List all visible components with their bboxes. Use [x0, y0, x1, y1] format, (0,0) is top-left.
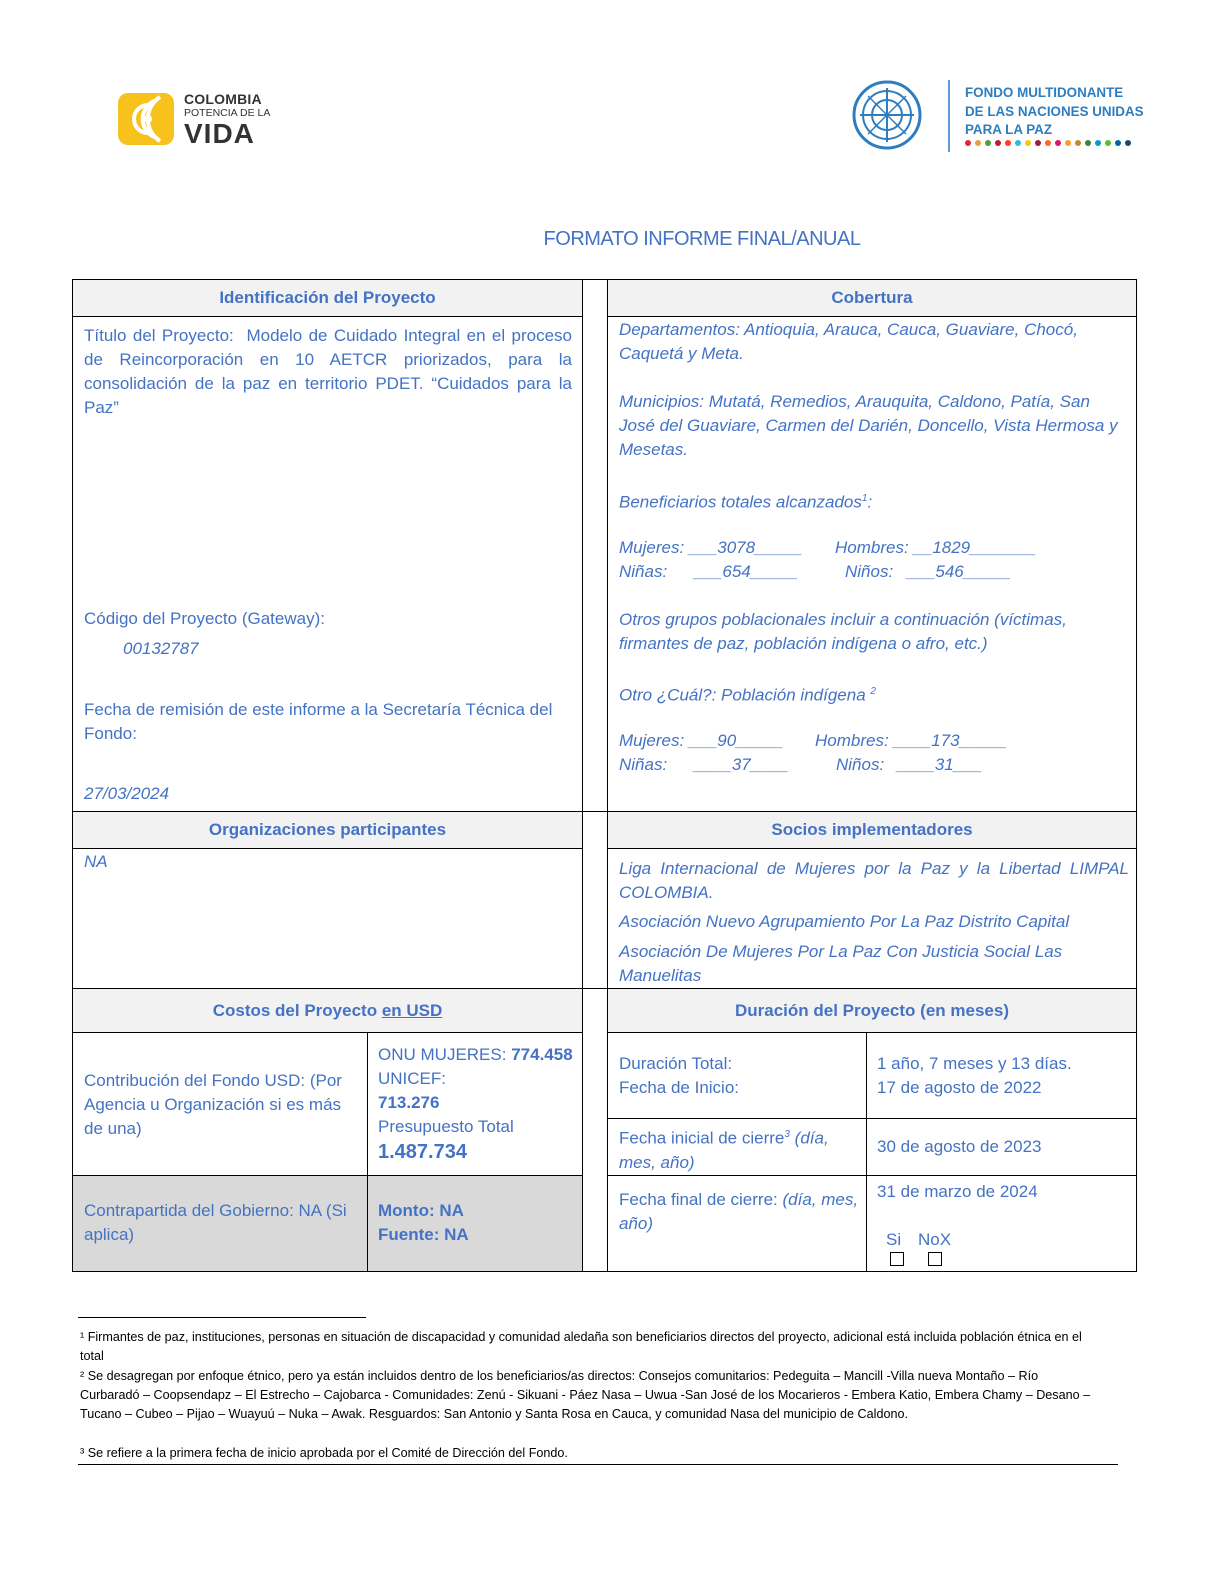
- organizaciones-value: NA: [84, 852, 108, 871]
- spacer-column: [582, 988, 608, 1272]
- ninos-indigena: ____31___: [897, 755, 983, 774]
- otro-cual-label: Otro ¿Cuál?: Población indígena $^2$: [619, 685, 876, 705]
- organizaciones-header: Organizaciones participantes: [72, 811, 583, 849]
- cierre-final-label-cell: [607, 1175, 867, 1272]
- presupuesto-total-label: Presupuesto Total: [378, 1117, 514, 1136]
- cierre-final-label: Fecha final de cierre: (día, mes, año): [619, 1190, 859, 1233]
- project-title-value: Modelo de Cuidado Integral en el proceso de Reincorporación en 10 AETCR priorizados, para la consolidación de la paz en territorio PDET. “Cuidados para la Paz”: [84, 326, 572, 417]
- footnote-2: ² Se desagregan por enfoque étnico, pero ya están incluidos dentro de los beneficiarios/as directos: Consejos comunitarios: Pedeguita – Mancill -Villa nueva Montaño – Río Curbaradó – Coopsendapz – El Estrecho – Cajobarca - Comunidades: Zenú - Sikuani - Páez Nasa – Uwua -San José de los Mocarieros - Embera Katio, Embera Chamy – Desano – Tucano – Cubeo – Pijao – Wuayuú – Nuka – Awak. Resguardos: San Antonio y Santa Rosa en Cauca, y comunidad Nasa del municipio de Caldono.: [80, 1369, 1091, 1422]
- unicef-label: UNICEF:: [378, 1069, 446, 1088]
- contrapartida-label: Contrapartida del Gobierno: NA (Si aplica): [84, 1201, 347, 1244]
- mujeres-indigena: Mujeres: ___90_____: [619, 731, 784, 750]
- beneficiarios-label: Beneficiarios totales alcanzados$^1$:: [619, 492, 873, 512]
- sdg-dot: [1095, 140, 1101, 146]
- socio-item: Liga Internacional de Mujeres por la Paz y la Libertad LIMPAL COLOMBIA.: [619, 859, 1129, 902]
- hombres-total: Hombres: __1829_______: [835, 538, 1037, 557]
- sdg-color-dots: [965, 140, 1131, 146]
- colombia-logo: [118, 90, 278, 150]
- mptf-line-3: PARA LA PAZ: [965, 122, 1053, 137]
- no-label: NoX: [918, 1230, 952, 1249]
- onu-mujeres-line: ONU MUJERES: 774.458: [378, 1045, 573, 1064]
- sdg-dot: [1075, 140, 1081, 146]
- socios-body: [607, 848, 1137, 989]
- cierre-inicial-value: 30 de agosto de 2023: [877, 1137, 1042, 1156]
- ninas-indigena-label: Niñas:: [619, 755, 668, 774]
- departamentos-text: Departamentos: Antioquia, Arauca, Cauca, Guaviare, Chocó, Caquetá y Meta.: [619, 320, 1078, 363]
- sdg-dot: [965, 140, 971, 146]
- footnote-3: ³ Se refiere a la primera fecha de inicio aprobada por el Comité de Dirección del Fondo.: [80, 1446, 568, 1460]
- project-code-value: 00132787: [123, 639, 199, 658]
- cierre-inicial-label-cell: [607, 1118, 867, 1176]
- footnote-1: ¹ Firmantes de paz, instituciones, personas en situación de discapacidad y comunidad aledaña son beneficiarios directos del proyecto, adicional está incluida población étnica en el total: [80, 1330, 1082, 1364]
- spacer-column: [582, 811, 608, 989]
- sdg-dot: [1045, 140, 1051, 146]
- bottom-rule: [78, 1464, 1118, 1465]
- unicef-amount: 713.276: [378, 1093, 440, 1112]
- sdg-dot: [1085, 140, 1091, 146]
- duracion-total-value: 1 año, 7 meses y 13 días.: [877, 1054, 1072, 1073]
- duracion-total-label: Duración Total:: [619, 1054, 733, 1073]
- sdg-dot: [1115, 140, 1121, 146]
- report-date-label: Fecha de remisión de este informe a la Secretaría Técnica del Fondo:: [84, 700, 553, 743]
- logo-line-colombia: COLOMBIA: [184, 91, 262, 107]
- duracion-labels-cell: [607, 1032, 867, 1119]
- ninas-total: ___654_____: [694, 562, 799, 581]
- otros-grupos-text: Otros grupos poblacionales incluir a continuación (víctimas, firmantes de paz, población indígena o afro, etc.): [619, 610, 1067, 653]
- sdg-dot: [1055, 140, 1061, 146]
- costos-header-currency: en USD: [381, 1000, 443, 1020]
- contribucion-label: Contribución del Fondo USD: (Por Agencia u Organización si es más de una): [84, 1071, 342, 1138]
- sdg-dot: [975, 140, 981, 146]
- project-code-label: Código del Proyecto (Gateway):: [84, 609, 325, 628]
- sdg-dot: [1105, 140, 1111, 146]
- fecha-inicio-label: Fecha de Inicio:: [619, 1078, 740, 1097]
- logo-line-vida: VIDA: [184, 117, 255, 149]
- ninos-label: Niños:: [845, 562, 894, 581]
- cierre-final-value-cell: [866, 1175, 1137, 1272]
- colombia-logo-mark: [118, 93, 174, 145]
- document-title: FORMATO INFORME FINAL/ANUAL: [543, 228, 861, 250]
- sdg-dot: [1005, 140, 1011, 146]
- sdg-dot: [1035, 140, 1041, 146]
- contrapartida-values-cell: [367, 1175, 583, 1272]
- organizaciones-body: [72, 848, 583, 989]
- socios-header: Socios implementadores: [607, 811, 1137, 849]
- logo-line-potencia: POTENCIA DE LA: [184, 107, 271, 119]
- hombres-indigena: Hombres: ____173_____: [815, 731, 1007, 750]
- ninas-indigena: ____37____: [694, 755, 789, 774]
- ninos-total: ___546_____: [907, 562, 1012, 581]
- cobertura-body: [607, 316, 1137, 812]
- cierre-final-value: 31 de marzo de 2024: [877, 1182, 1038, 1201]
- fecha-inicio-value: 17 de agosto de 2022: [877, 1078, 1042, 1097]
- cobertura-header: Cobertura: [607, 279, 1137, 317]
- sdg-dot: [995, 140, 1001, 146]
- project-title-label: Título del Proyecto:: [84, 326, 234, 345]
- cierre-inicial-label: Fecha inicial de cierre$^3$ (día, mes, año): [619, 1128, 829, 1172]
- si-checkbox[interactable]: [890, 1252, 904, 1266]
- contrapartida-label-cell: [72, 1175, 368, 1272]
- sdg-dot: [1015, 140, 1021, 146]
- spacer-column: [582, 279, 608, 812]
- si-label: Si: [886, 1230, 902, 1249]
- fuente-value: Fuente: NA: [378, 1225, 469, 1244]
- mptf-line-2: DE LAS NACIONES UNIDAS: [965, 103, 1144, 119]
- socio-item: Asociación De Mujeres Por La Paz Con Justicia Social Las Manuelitas: [619, 942, 1063, 985]
- socio-item: Asociación Nuevo Agrupamiento Por La Paz Distrito Capital: [619, 912, 1070, 931]
- report-date-value: 27/03/2024: [84, 784, 170, 803]
- duracion-header: Duración del Proyecto (en meses): [607, 988, 1137, 1033]
- cierre-inicial-value-cell: [866, 1118, 1137, 1176]
- ninas-label: Niñas:: [619, 562, 668, 581]
- duracion-values-cell: [866, 1032, 1137, 1119]
- onu-mujeres-amount: 774.458: [511, 1045, 573, 1064]
- project-title-block: [84, 324, 572, 420]
- id-section-header: Identificación del Proyecto: [72, 279, 583, 317]
- mptf-line-1: FONDO MULTIDONANTE: [965, 85, 1124, 100]
- sdg-dot: [1125, 140, 1131, 146]
- un-mptf-logo: [852, 80, 1182, 154]
- contribucion-values-cell: [367, 1032, 583, 1176]
- footnote-separator: [78, 1317, 366, 1318]
- sdg-dot: [1065, 140, 1071, 146]
- mujeres-total: Mujeres: ___3078_____: [619, 538, 803, 557]
- no-checkbox[interactable]: [928, 1252, 942, 1266]
- sdg-dot: [985, 140, 991, 146]
- monto-value: Monto: NA: [378, 1201, 464, 1220]
- un-emblem-icon: [852, 80, 922, 150]
- presupuesto-total-amount: 1.487.734: [378, 1141, 467, 1163]
- id-section-body: [72, 316, 583, 812]
- ninos-indigena-label: Niños:: [836, 755, 885, 774]
- costos-header: Costos del Proyecto en USD: [72, 988, 583, 1033]
- municipios-text: Municipios: Mutatá, Remedios, Arauquita, Caldono, Patía, San José del Guaviare, Carmen del Darién, Doncello, Vista Hermosa y Mesetas.: [619, 392, 1118, 459]
- contribucion-label-cell: [72, 1032, 368, 1176]
- sdg-dot: [1025, 140, 1031, 146]
